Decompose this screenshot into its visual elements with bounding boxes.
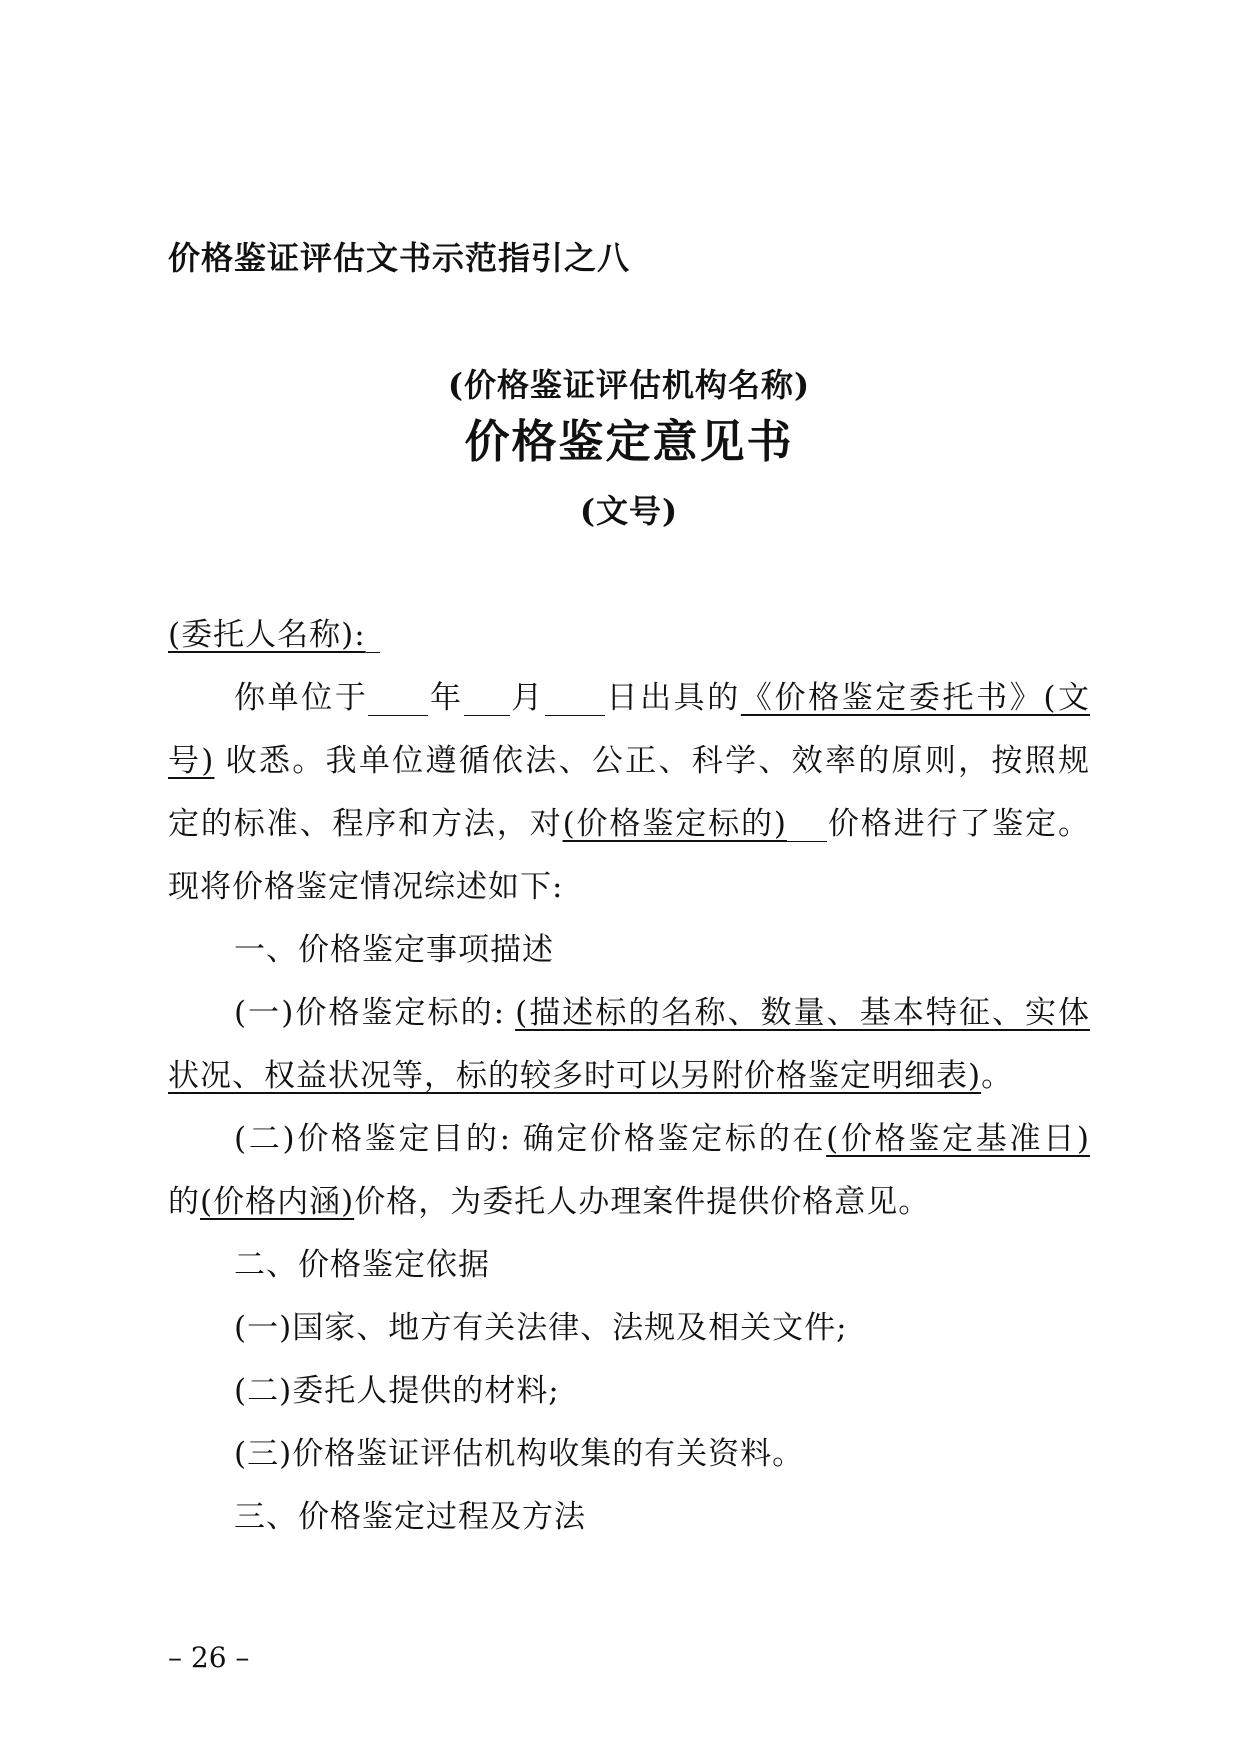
item-1-1-line-2	[168, 1045, 1090, 1108]
item-1-1-line-1	[168, 982, 1090, 1045]
month-label: 月	[509, 680, 545, 716]
item-1-1-label: (一)价格鉴定标的:	[234, 995, 506, 1031]
item-1-2-rest: 价格，为委托人办理案件提供价格意见。	[354, 1184, 931, 1220]
section-2-item-2-text: (二)委托人提供的材料;	[234, 1373, 560, 1409]
addressee-underline-tail	[366, 652, 380, 653]
section-1-heading	[168, 919, 1090, 982]
item-1-1-description-cont: 状况、权益状况等，标的较多时可以另附价格鉴定明细表)	[168, 1058, 982, 1094]
entrustment-doc-ref: 《价格鉴定委托书》(文	[740, 680, 1090, 716]
section-2-item-2	[168, 1360, 1090, 1423]
section-3-heading-text: 三、价格鉴定过程及方法	[234, 1499, 586, 1535]
summary-line	[168, 856, 1090, 919]
intro-line-3	[168, 793, 1090, 856]
item-1-2-text: 确定价格鉴定标的在	[521, 1121, 827, 1157]
section-2-item-3	[168, 1423, 1090, 1486]
section-2-heading-text: 二、价格鉴定依据	[234, 1247, 490, 1283]
year-blank	[368, 715, 428, 716]
item-1-2-of: 的	[168, 1184, 200, 1220]
letter-body	[168, 604, 1090, 1549]
page-number: – 26 –	[168, 1641, 250, 1674]
item-1-2-line-1	[168, 1108, 1090, 1171]
subject-blank	[787, 841, 827, 842]
intro-line-3-suffix: 价格进行了鉴定。	[826, 806, 1090, 842]
document-number: (文号)	[579, 492, 679, 530]
month-blank	[464, 715, 510, 716]
intro-line-2	[168, 730, 1090, 793]
intro-line-3-prefix: 定的标准、程序和方法，对	[168, 806, 563, 842]
section-2-item-3-text: (三)价格鉴证评估机构收集的有关资料。	[234, 1436, 805, 1472]
entrustment-doc-ref-cont: 号)	[168, 743, 215, 779]
subject-placeholder: (价格鉴定标的)	[562, 806, 787, 842]
day-suffix: 日出具的	[604, 680, 741, 716]
addressee: (委托人名称):	[168, 617, 366, 653]
section-3-heading	[168, 1486, 1090, 1549]
org-name: (价格鉴证评估机构名称)	[447, 366, 811, 404]
intro-received-prefix: 你单位于	[234, 680, 369, 716]
item-1-2-line-2	[168, 1171, 1090, 1234]
item-1-1-description: (描述标的名称、数量、基本特征、实体	[515, 995, 1090, 1031]
price-type-placeholder: (价格内涵)	[200, 1184, 355, 1220]
section-2-item-1-text: (一)国家、地方有关法律、法规及相关文件;	[234, 1310, 848, 1346]
base-date-placeholder: (价格鉴定基准日)	[826, 1121, 1090, 1157]
section-2-item-1	[168, 1297, 1090, 1360]
series-label: 价格鉴证评估文书示范指引之八	[168, 239, 631, 277]
item-1-2-label: (二)价格鉴定目的:	[234, 1121, 512, 1157]
day-blank	[545, 715, 605, 716]
document-title: 价格鉴定意见书	[464, 415, 794, 468]
addressee-line	[168, 604, 1090, 667]
summary-text: 现将价格鉴定情况综述如下:	[168, 869, 564, 905]
year-label: 年	[428, 680, 464, 716]
intro-line-2-text: 收悉。我单位遵循依法、公正、科学、效率的原则，按照规	[224, 743, 1090, 779]
intro-line-1	[168, 667, 1090, 730]
section-1-heading-text: 一、价格鉴定事项描述	[234, 932, 554, 968]
item-1-1-end-mark: 。	[981, 1058, 1014, 1094]
section-2-heading	[168, 1234, 1090, 1297]
